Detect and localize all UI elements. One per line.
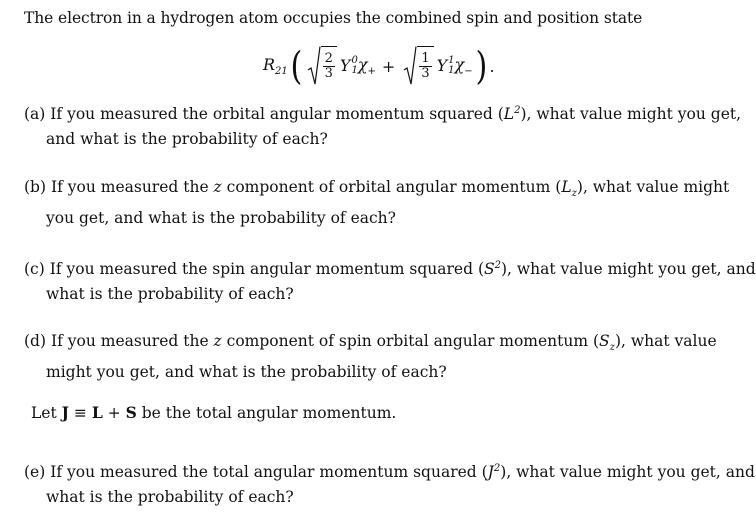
fraction-1: $\frac{2}{3}$ xyxy=(324,51,333,81)
question-text: ), what value might xyxy=(576,178,730,196)
spinor-up: $\chi_+$ xyxy=(357,54,376,78)
state-equation xyxy=(263,43,495,89)
math-symbol: $S_z$ xyxy=(599,332,615,354)
question-c xyxy=(24,253,756,307)
question-text: If you measured the xyxy=(50,332,214,350)
question-label: (e) xyxy=(24,463,46,482)
radical-sign-icon xyxy=(307,46,321,86)
math-symbol: z xyxy=(213,332,222,350)
equation-period: . xyxy=(489,56,495,76)
right-paren: ) xyxy=(475,44,487,88)
question-text-line2: what is the probability of each? xyxy=(46,488,294,507)
radical-sign-icon xyxy=(403,46,417,86)
spinor-down: $\chi_-$ xyxy=(454,54,473,78)
question-text: If you measured the spin angular momentum squared ( xyxy=(49,260,484,279)
question-text: ), what value might you get, and xyxy=(500,463,755,482)
left-paren: ( xyxy=(290,44,303,88)
math-symbol: $J^2$ xyxy=(487,463,501,482)
question-text-line2: what is the probability of each? xyxy=(46,285,294,304)
question-text-line2: you get, and what is the probability of each? xyxy=(46,209,396,228)
question-text: If you measured the xyxy=(50,178,214,196)
question-text: ), what value might you get, xyxy=(520,105,742,124)
question-a xyxy=(24,98,742,152)
question-text: component of spin orbital angular momentum ( xyxy=(221,332,600,350)
question-e xyxy=(24,456,755,510)
sqrt-term-1 xyxy=(307,46,337,86)
question-text-line2: and what is the probability of each? xyxy=(46,130,328,149)
question-label: (c) xyxy=(24,260,45,279)
question-d xyxy=(24,329,717,385)
total-angular-momentum-definition: Let J ≡ L + S be the total angular momentum. xyxy=(31,403,397,422)
spherical-harmonic-2: Y 1 1 xyxy=(436,55,455,77)
question-text: ), what value might you get, and xyxy=(501,260,756,279)
question-label: (d) xyxy=(24,332,47,350)
math-symbol: z xyxy=(213,178,222,196)
radial-function: $R_{21}$ xyxy=(263,54,288,78)
sqrt-term-2 xyxy=(403,46,433,86)
plus-operator: + xyxy=(381,56,396,76)
question-text: If you measured the orbital angular momentum squared ( xyxy=(50,105,504,124)
question-label: (a) xyxy=(24,105,46,124)
question-b xyxy=(24,175,730,231)
question-label: (b) xyxy=(24,178,47,196)
question-text: ), what value xyxy=(614,332,717,350)
math-symbol: $L_z$ xyxy=(561,178,577,200)
question-text: If you measured the total angular momentum squared ( xyxy=(50,463,488,482)
fraction-2: $\frac{1}{3}$ xyxy=(421,51,430,81)
intro-text: The electron in a hydrogen atom occupies the combined spin and position state xyxy=(24,9,643,27)
math-symbol: $S^2$ xyxy=(484,260,501,279)
spherical-harmonic-1: Y 0 1 xyxy=(339,55,358,77)
math-symbol: $L^2$ xyxy=(503,105,521,124)
question-text-line2: might you get, and what is the probability of each? xyxy=(46,363,447,382)
question-text: component of orbital angular momentum ( xyxy=(221,178,562,196)
